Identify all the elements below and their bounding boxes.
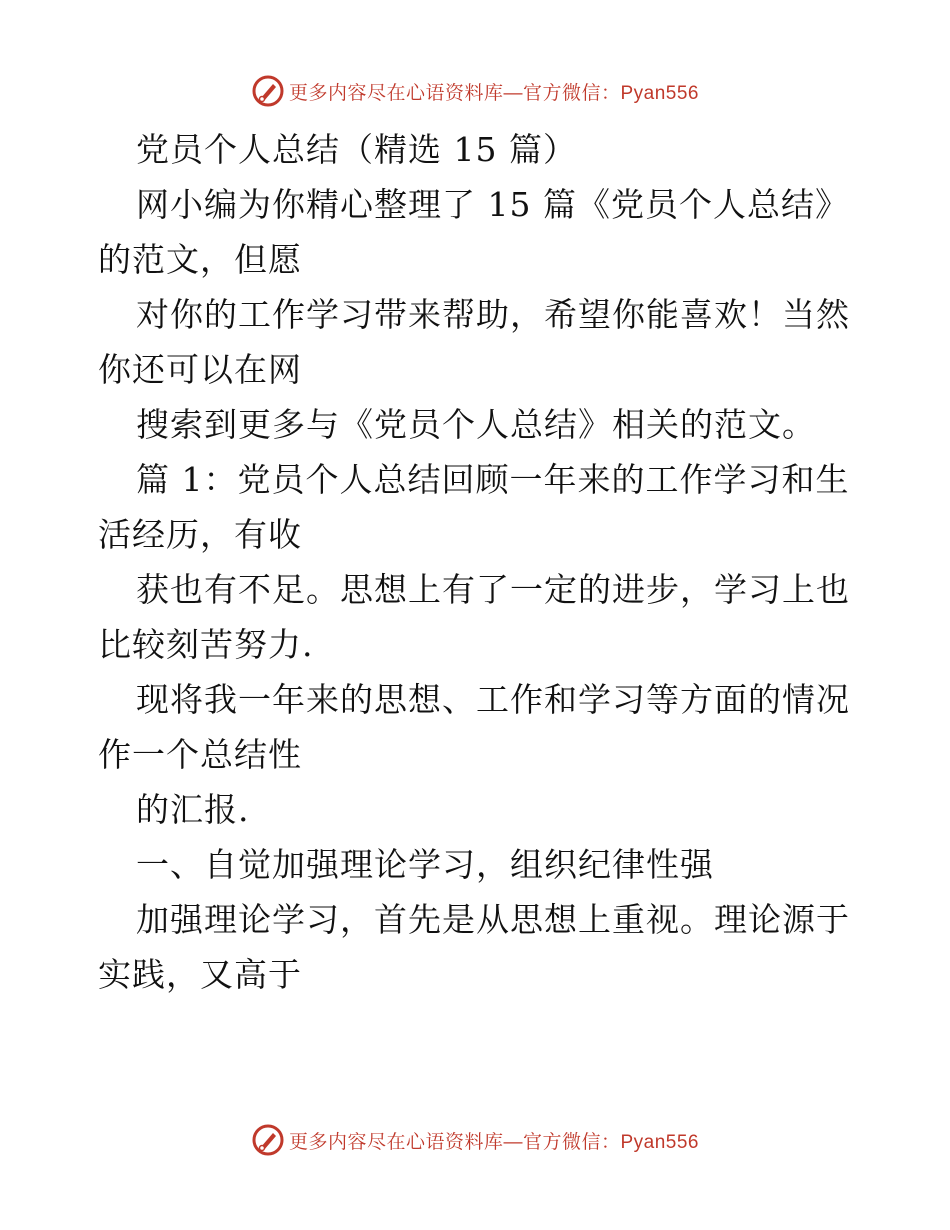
- paragraph: 加强理论学习，首先是从思想上重视。理论源于实践，又高于: [98, 900, 850, 994]
- pen-seal-icon: [251, 1123, 285, 1157]
- paragraph: 获也有不足。思想上有了一定的进步，学习上也比较刻苦努力.: [98, 570, 850, 664]
- paragraph: 现将我一年来的思想、工作和学习等方面的情况作一个总结性: [98, 680, 850, 774]
- paragraph: 搜索到更多与《党员个人总结》相关的范文。: [136, 405, 816, 444]
- document-title: 党员个人总结（精选 15 篇）: [136, 130, 577, 169]
- paragraph: 篇 1：党员个人总结回顾一年来的工作学习和生活经历，有收: [98, 460, 850, 554]
- header-watermark: [0, 71, 950, 111]
- paragraph: 网小编为你精心整理了 15 篇《党员个人总结》的范文，但愿: [98, 185, 849, 279]
- pen-seal-icon: [251, 74, 285, 108]
- header-watermark-text: 更多内容尽在心语资料库—官方微信：Pyan556: [288, 82, 699, 104]
- paragraph: 对你的工作学习带来帮助，希望你能喜欢！当然你还可以在网: [98, 295, 850, 389]
- footer-watermark-text: 更多内容尽在心语资料库—官方微信：Pyan556: [288, 1131, 699, 1153]
- document-body: [98, 122, 858, 1002]
- section-heading: 一、自觉加强理论学习，组织纪律性强: [136, 845, 714, 884]
- footer-watermark: [0, 1120, 950, 1160]
- paragraph: 的汇报.: [136, 790, 250, 829]
